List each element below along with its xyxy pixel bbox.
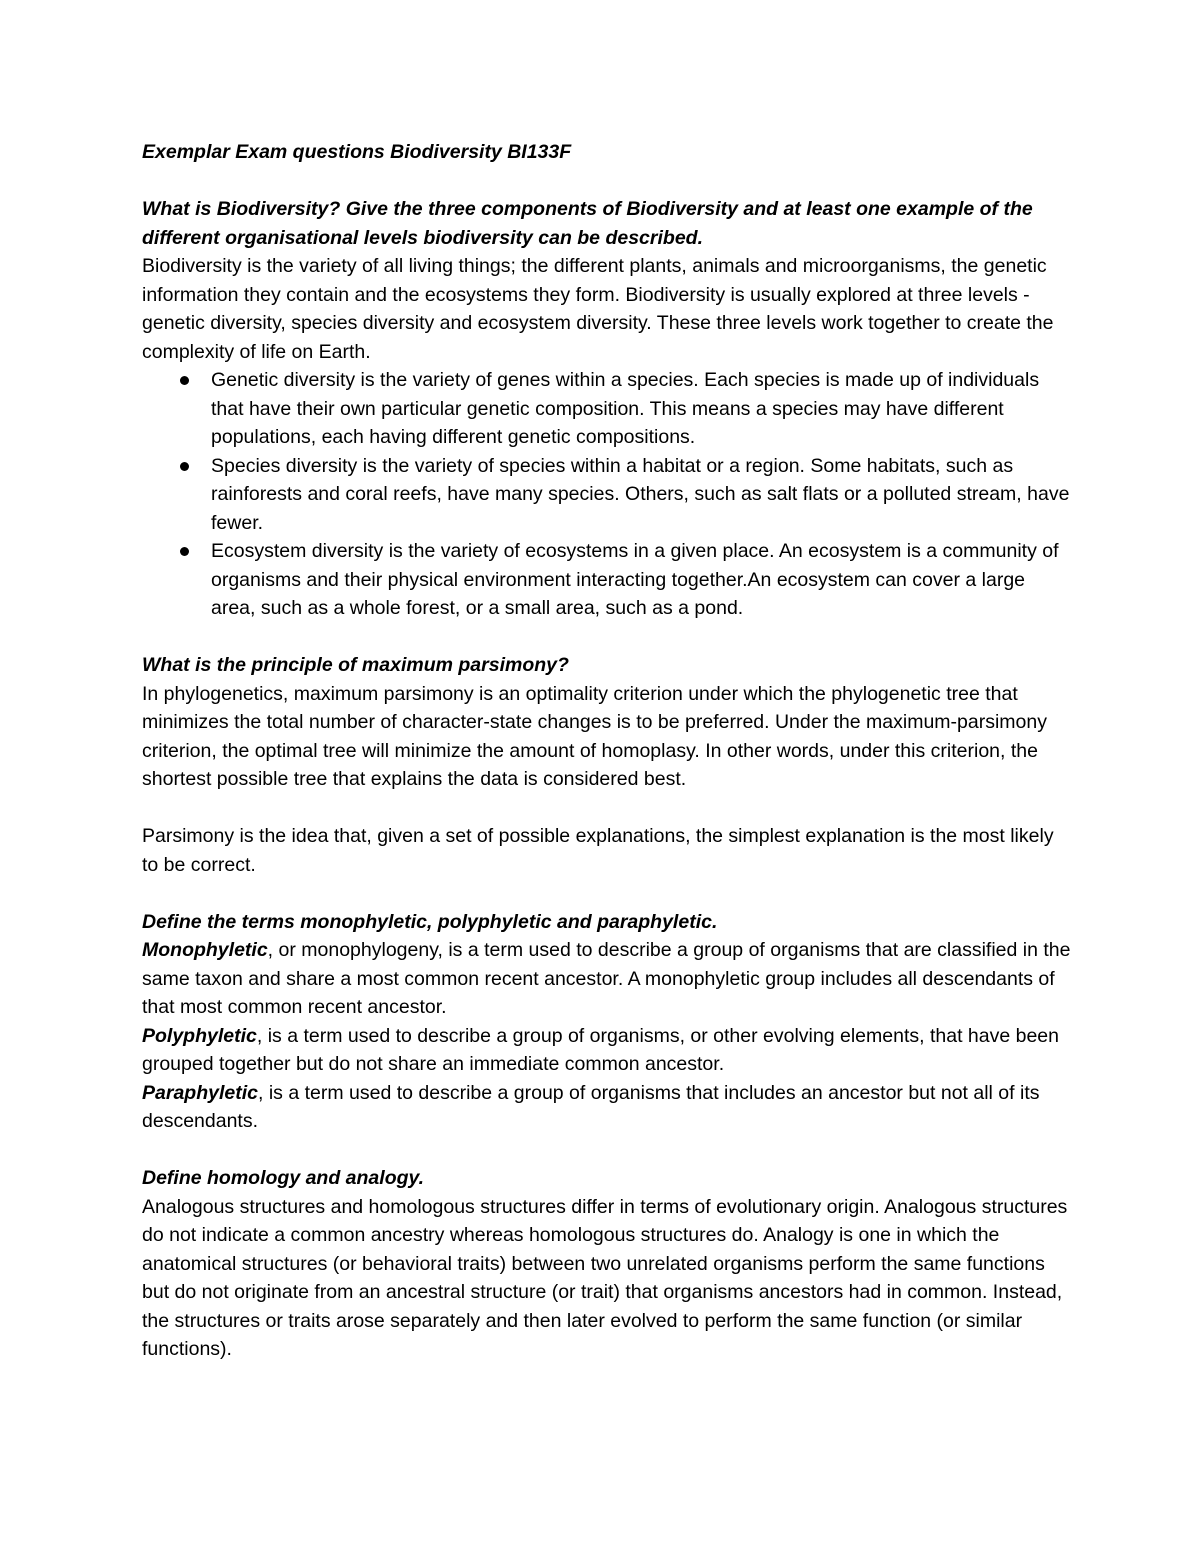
answer-parsimony-idea: Parsimony is the idea that, given a set of possible explanations, the simplest explanation is the most likely to be correct. xyxy=(142,825,1054,876)
spacer xyxy=(142,623,1072,652)
term-paraphyletic: Paraphyletic xyxy=(142,1081,258,1104)
answer-homology-analogy: Analogous structures and homologous structures differ in terms of evolutionary origin. Analogous structures do not indicate a common ancestry whereas homologous structures do. Analogy is one in which the anatomical structures (or behavioral traits) between two unrelated organisms perform the same functions but do not originate from an ancestral structure (or trait) that organisms ancestors had in common. Instead, the structures or traits arose separately and then later evolved to perform the same function (or similar functions). xyxy=(142,1195,1068,1360)
spacer xyxy=(142,167,1072,196)
spacer xyxy=(142,879,1072,908)
definition-monophyletic xyxy=(142,936,1072,1022)
bullet-text-genetic: Genetic diversity is the variety of genes within a species. Each species is made up of individuals that have their own particular genetic composition. This means a species may have different populations, each having different genetic compositions. xyxy=(211,369,1040,448)
spacer xyxy=(142,1136,1072,1165)
definition-text: , is a term used to describe a group of organisms that includes an ancestor but not all of its descendants. xyxy=(142,1081,1040,1132)
list-item xyxy=(211,366,1072,452)
bullet-text-ecosystem: Ecosystem diversity is the variety of ecosystems in a given place. An ecosystem is a community of organisms and their physical environment interacting together.An ecosystem can cover a large area, such as a whole forest, or a small area, such as a pond. xyxy=(211,540,1059,619)
list-item xyxy=(211,452,1072,538)
answer-parsimony: In phylogenetics, maximum parsimony is an optimality criterion under which the phylogenetic tree that minimizes the total number of character-state changes is to be preferred. Under the maximum-parsimony criterion, the optimal tree will minimize the amount of homoplasy. In other words, under this criterion, the shortest possible tree that explains the data is considered best. xyxy=(142,682,1047,790)
term-monophyletic: Monophyletic xyxy=(142,939,268,961)
question-parsimony: What is the principle of maximum parsimony? xyxy=(142,654,569,676)
definition-paraphyletic xyxy=(142,1079,1072,1136)
definition-text: , or monophylogeny, is a term used to describe a group of organisms that are classified in the same taxon and share a most common recent ancestor. A monophyletic group includes all descendants of that most common recent ancestor. xyxy=(142,939,1071,1018)
question-phyletic-terms: Define the terms monophyletic, polyphyletic and paraphyletic. xyxy=(142,910,718,933)
question-biodiversity: What is Biodiversity? Give the three components of Biodiversity and at least one example of the different organisational levels biodiversity can be described. xyxy=(142,198,1033,249)
bullet-icon xyxy=(180,462,189,471)
answer-biodiversity: Biodiversity is the variety of all living things; the different plants, animals and microorganisms, the genetic information they contain and the ecosystems they form. Biodiversity is usually explored at three levels - genetic diversity, species diversity and ecosystem diversity. These three levels work together to create the complexity of life on Earth. xyxy=(142,255,1054,363)
term-polyphyletic: Polyphyletic xyxy=(142,1024,257,1047)
biodiversity-levels-list xyxy=(142,366,1072,623)
bullet-icon xyxy=(180,376,189,385)
document-title: Exemplar Exam questions Biodiversity BI133F xyxy=(142,141,572,163)
bullet-text-species: Species diversity is the variety of species within a habitat or a region. Some habitats, such as rainforests and coral reefs, have many species. Others, such as salt flats or a polluted stream, have fewer. xyxy=(211,454,1070,534)
question-homology-analogy: Define homology and analogy. xyxy=(142,1167,425,1189)
definition-polyphyletic xyxy=(142,1022,1072,1079)
bullet-icon xyxy=(180,547,189,556)
spacer xyxy=(142,794,1072,823)
definition-text: , is a term used to describe a group of organisms, or other evolving elements, that have been grouped together but do not share an immediate common ancestor. xyxy=(142,1024,1059,1075)
document-page xyxy=(142,138,1072,1364)
list-item xyxy=(211,537,1072,623)
